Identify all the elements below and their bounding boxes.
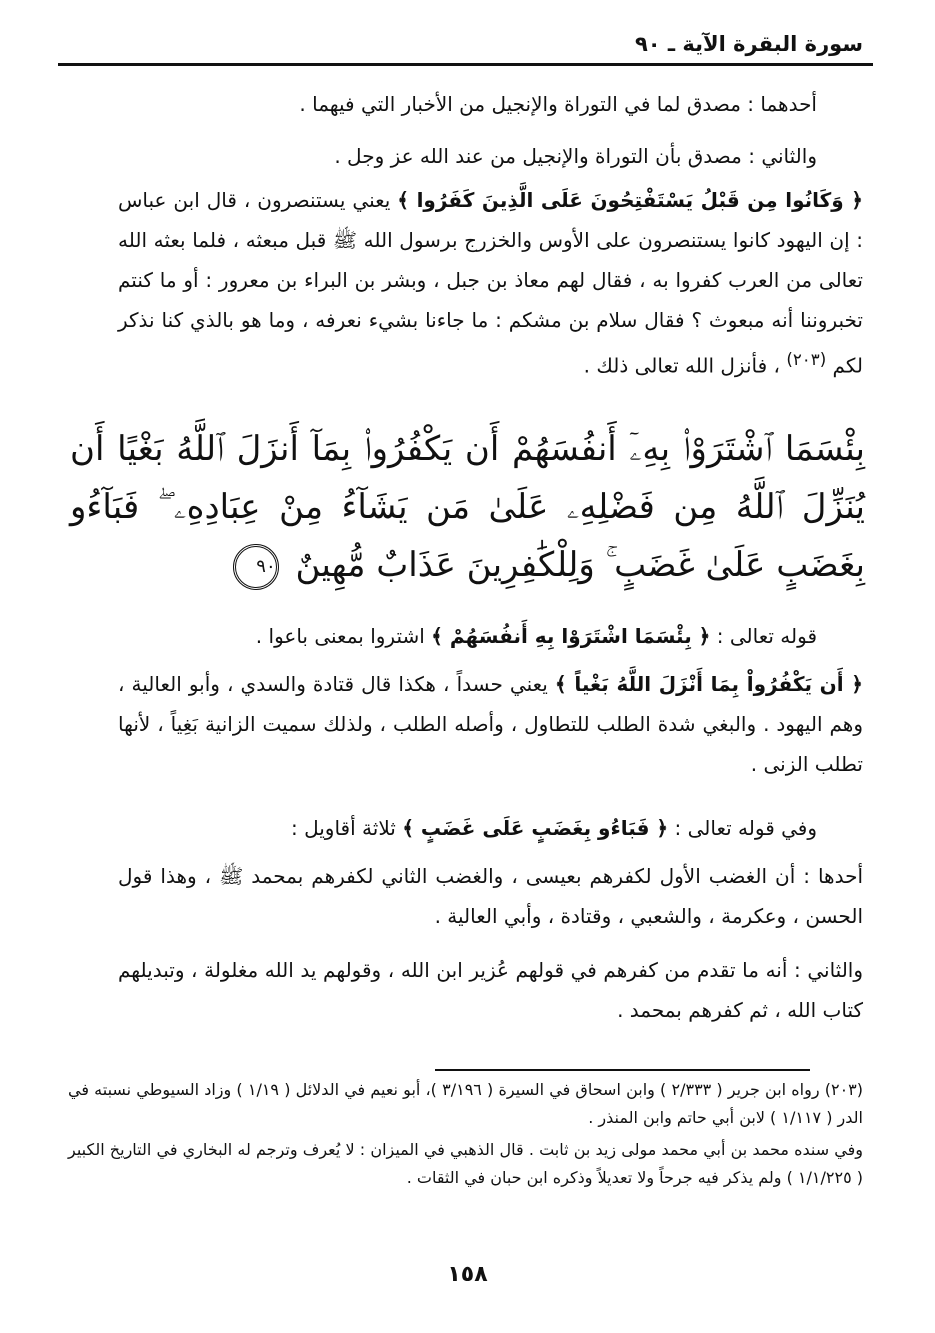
paragraph-first-opinion: أحدهما : مصدق لما في التوراة والإنجيل من الأخبار التي فيهما . (299, 92, 817, 116)
paragraph-ghadab (118, 808, 817, 848)
footnote-rule (435, 1069, 810, 1071)
header-rule (58, 63, 873, 66)
paragraph-baghy (118, 664, 863, 784)
paragraph-first-saying: أحدها : أن الغضب الأول لكفرهم بعيسى ، والغضب الثاني لكفرهم بمحمد ﷺ ، وهذا قول الحسن ، وعكرمة ، والشعبي ، وقتادة ، وأبي العالية . (118, 864, 863, 928)
quran-quote: ﴿ وَكَانُوا مِن قَبْلُ يَسْتَفْتِحُونَ عَلَى الَّذِينَ كَفَرُوا ﴾ (397, 188, 863, 212)
paragraph-text: ثلاثة أقاويل : (291, 816, 396, 840)
paragraph-text: اشتروا بمعنى باعوا . (255, 624, 425, 648)
paragraph-text: يعني يستنصرون ، قال ابن عباس : إن اليهود كانوا يستنصرون على الأوس والخزرج برسول الله ﷺ قبل مبعثه ، فلما بعثه الله تعالى من العرب كفروا به ، فقال لهم معاذ بن جبل ، وبشر بن البراء بن معرور : أو ما كنتم تخبروننا أنه مبعوث ؟ فقال سلام بن مشكم : ما جاءنا بشيء نعرفه ، وما هو بالذي كنا نذكر لكم (118, 188, 863, 378)
quran-verse-text: بِئْسَمَا ٱشْتَرَوْا۟ بِهِۦٓ أَنفُسَهُمْ أَن يَكْفُرُوا۟ بِمَآ أَنزَلَ ٱللَّهُ بَغْيًا أَن يُنَزِّلَ ٱللَّهُ مِن فَضْلِهِۦ عَلَىٰ مَن يَشَآءُ مِنْ عِبَادِهِۦ ۖ فَبَآءُو بِغَضَبٍ عَلَىٰ غَضَبٍ ۚ وَلِلْكَٰفِرِينَ عَذَابٌ مُّهِينٌ (70, 429, 865, 585)
paragraph-bi-sama (118, 616, 817, 656)
quran-quote: ﴿ فَبَاءُو بِغَضَبٍ عَلَى غَضَبٍ ﴾ (402, 816, 669, 840)
paragraph-second-opinion: والثاني : مصدق بأن التوراة والإنجيل من عند الله عز وجل . (334, 144, 817, 168)
paragraph-text: ، فأنزل الله تعالى ذلك . (583, 353, 780, 378)
quran-quote: ﴿ بِئْسَمَا اشْتَرَوْا بِهِ أَنفُسَهُمْ ﴾ (431, 624, 711, 648)
footnote-203-continued: وفي سنده محمد بن أبي محمد مولى زيد بن ثابت . قال الذهبي في الميزان : لا يُعرف وترجم له البخاري في التاريخ الكبير ( ١/١/٢٢٥ ) ولم يذكر فيه جرحاً ولا تعديلاً وذكره ابن حبان في الثقات . (68, 1140, 863, 1187)
paragraph-second-saying: والثاني : أنه ما تقدم من كفرهم في قولهم عُزير ابن الله ، وقولهم يد الله مغلولة ، وتبديلهم كتاب الله ، ثم كفرهم بمحمد . (118, 958, 863, 1022)
paragraph-istiftah (118, 180, 863, 386)
paragraph-text: وفي قوله تعالى : (674, 816, 817, 840)
paragraph-text: قوله تعالى : (716, 624, 817, 648)
footnote-203: (٢٠٣) رواه ابن جرير ( ٢/٣٣٣ ) وابن اسحاق في السيرة ( ٣/١٩٦ )، أبو نعيم في الدلائل ( ١/١٩ ) وزاد السيوطي نسبته في الدر ( ١/١١٧ ) لابن أبي حاتم وابن المنذر . (68, 1080, 863, 1127)
quran-quote: ﴿ أَن يَكْفُرُواْ بِمَا أَنْزَلَ اللَّهُ بَغْياً ﴾ (554, 672, 864, 696)
running-header: سورة البقرة الآية ـ ٩٠ (634, 32, 863, 56)
ayah-number-badge: ٩٠ (233, 544, 279, 590)
page-number: ١٥٨ (447, 1262, 488, 1287)
paragraph-text: يعني حسداً ، هكذا قال قتادة والسدي ، وأبو العالية ، وهم اليهود . والبغي شدة الطلب للتطاول ، وأصله الطلب ، ولذلك سميت الزانية بَغِياً ، لأنها تطلب الزنى . (118, 672, 863, 776)
quran-verse-block (70, 420, 865, 594)
footnote-reference: (٢٠٣) (786, 350, 827, 369)
